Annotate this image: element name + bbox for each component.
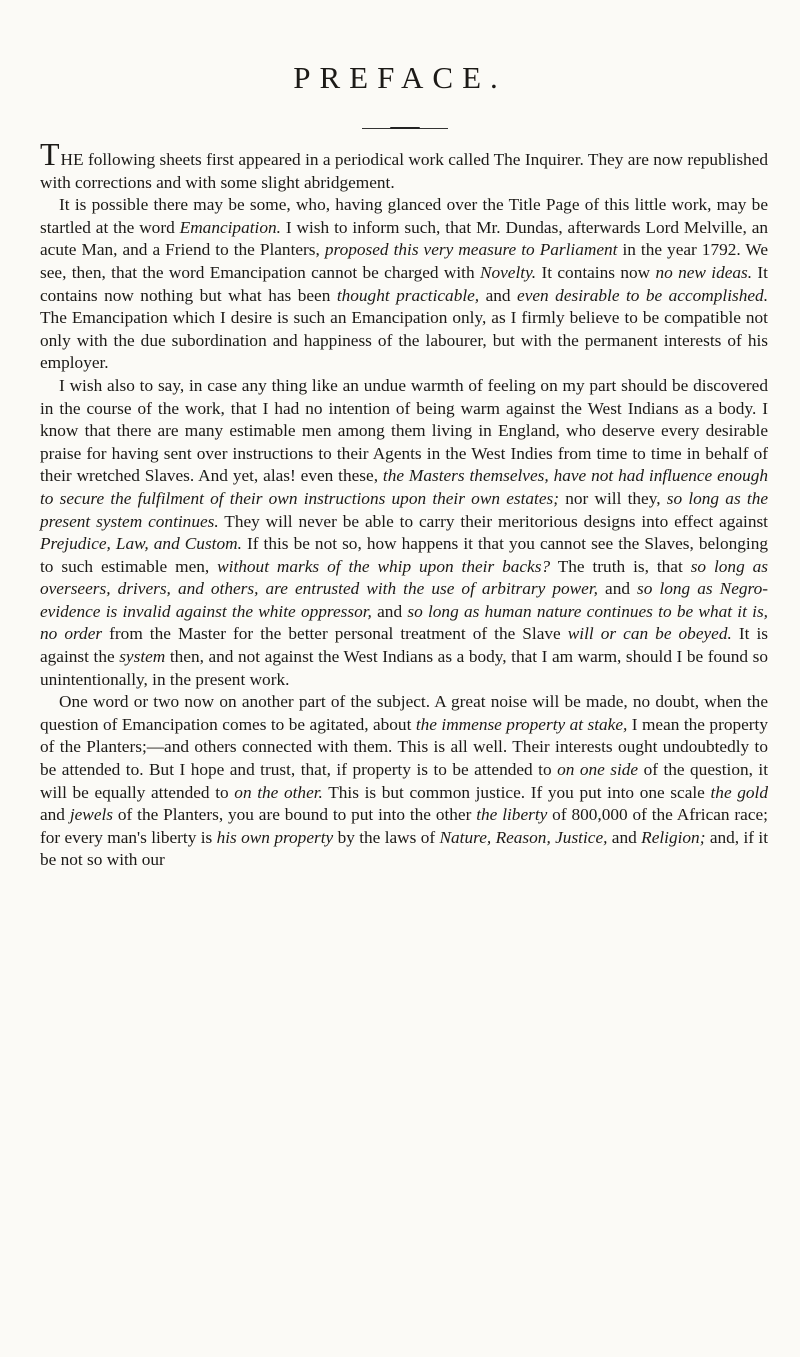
text-run: and [597,579,638,599]
italic-text: the immense property at stake, [415,714,628,734]
italic-text: on one side [557,760,639,780]
text-run: If this be not so, how happens it that you cannot see the Slaves, belonging to such estimable men, [40,534,768,576]
paragraph [40,375,768,691]
text-run: HE following sheets first appeared in a periodical work called The Inquirer. They are now republished with corrections and with some slight abridgement. [40,150,768,192]
text-run: and [40,805,70,825]
italic-text: so long as overseers, drivers, and others, are entrusted with the use of arbitrary power, [40,556,768,599]
text-run: and [371,601,408,621]
italic-text: system [119,647,166,667]
text-run: of the Planters, you are bound to put into the other [113,805,477,825]
text-run: nor will they, [559,488,667,508]
italic-text: will or can be obeyed. [567,624,732,644]
paragraph [40,691,768,872]
text-run: from the Master for the better personal treatment of the Slave [102,624,568,644]
paragraph [40,136,768,194]
text-run: It contains now nothing but what has been [40,262,768,305]
text-run: The Emancipation which I desire is such an Emancipation only, as I firmly believe to be compatible not only with the due subordination and happiness of the labourer, but with the permanent interests of his employer. [40,308,768,373]
text-run: It contains now [536,262,656,282]
text-run: It is against the [40,624,768,667]
paragraph [40,194,768,375]
text-run: then, and not against the West Indians as a body, that I am warm, should I be found so unintentionally, in the present work. [40,647,768,689]
text-run: I wish also to say, in case any thing like an undue warmth of feeling on my part should be discovered in the course of the work, that I had no intention of being warm against the West Indians as a body. I know that there are many estimable men among them living in England, who deserve every desirable praise for having sent over instructions to their Agents in the West Indies from time to time in behalf of their wretched Slaves. And yet, alas! even these, [40,375,768,486]
drop-cap: T [40,136,61,172]
italic-text: his own property [216,827,334,847]
text-run: I wish to inform such, that Mr. Dundas, afterwards Lord Melville, an acute Man, and a Friend to the Planters, [40,217,769,260]
title-divider-ornament [390,127,420,129]
italic-text: Nature, Reason, Justice, [439,827,608,847]
text-run: and [479,285,518,305]
text-run: and, if it be not so with our [40,827,768,870]
italic-text: Emancipation. [179,217,281,237]
italic-text: Prejudice, Law, and Custom. [40,534,242,554]
preface-body [40,136,769,872]
italic-text: proposed this very measure to Parliament [324,240,618,260]
italic-text: on the other. [234,782,323,802]
text-run: It is possible there may be some, who, having glanced over the Title Page of this little work, may be startled at the word [40,195,768,237]
text-run: The truth is, that [550,556,691,576]
text-run: I mean the property of the Planters;—and others connected with them. This is all well. Their interests ought undoubtedly to be attended to. But I hope and trust, that, if property is to be attended to [40,714,768,780]
italic-text: Novelty. [479,262,537,282]
italic-text: even desirable to be accomplished. [517,285,769,305]
text-run: in the year 1792. We see, then, that the word Emancipation cannot be charged with [40,240,768,282]
text-run: This is but common justice. If you put into one scale [322,782,711,802]
text-run: One word or two now on another part of the subject. A great noise will be made, no doubt, when the question of Emancipation comes to be agitated, about [40,692,768,734]
italic-text: no new ideas. [655,262,753,282]
italic-text: the liberty [476,805,548,825]
italic-text: Religion; [641,827,706,847]
italic-text: without marks of the whip upon their backs? [217,556,551,576]
italic-text: so long as the present system continues. [40,488,768,531]
italic-text: the Masters themselves, have not had influence enough to secure the fulfilment of their own instructions upon their own estates; [40,466,768,508]
text-run: by the laws of [333,827,440,847]
italic-text: jewels [69,805,114,825]
text-run: They will never be able to carry their meritorious designs into effect against [218,511,768,531]
italic-text: so long as Negro-evidence is invalid against the white oppressor, [40,579,768,621]
text-run: of 800,000 of the African race; for every man's liberty is [40,805,768,847]
text-run: and [607,827,642,847]
text-run: of the question, it will be equally attended to [40,760,768,802]
italic-text: the gold [710,782,768,802]
page-title: PREFACE. [293,60,507,95]
italic-text: thought practicable, [336,285,480,305]
italic-text: so long as human nature continues to be what it is, no order [40,601,768,644]
